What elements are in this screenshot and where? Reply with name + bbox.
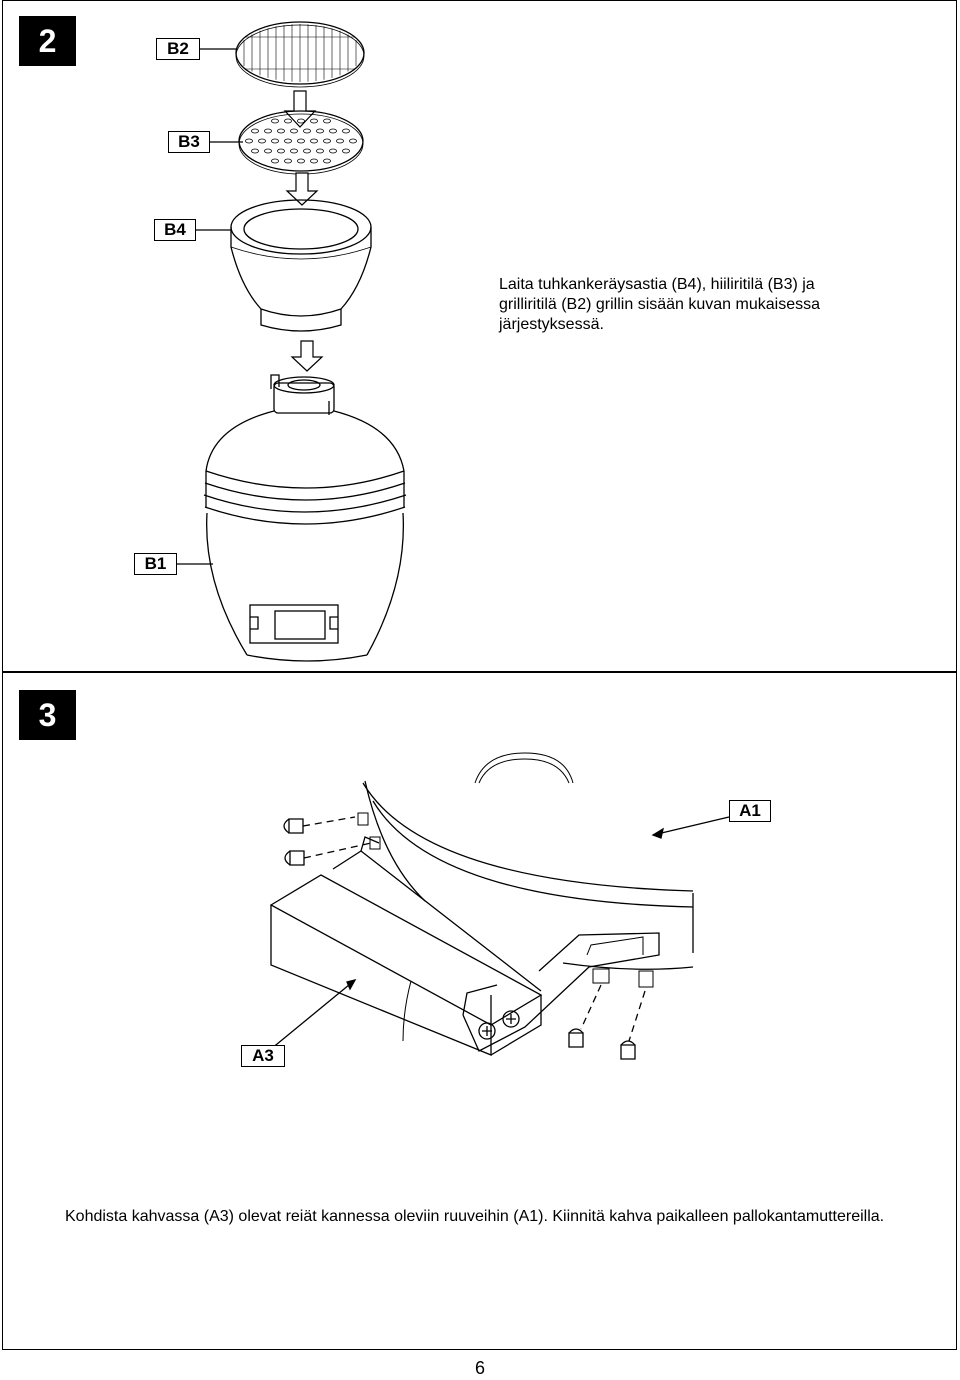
step-3-illustration <box>3 673 958 1351</box>
label-a3: A3 <box>241 1045 285 1067</box>
cap-nuts-lower <box>569 969 653 1059</box>
label-b4: B4 <box>154 219 196 241</box>
label-b1: B1 <box>134 553 177 575</box>
grill-body-drawing <box>204 375 406 661</box>
step-2-instruction: Laita tuhkankeräysastia (B4), hiiliritilä (B3) ja grilliritilä (B2) grillin sisään kuvan mukaisessa järjestyksessä. <box>499 276 820 333</box>
step-3-instruction: Kohdista kahvassa (A3) olevat reiät kannessa oleviin ruuveihin (A1). Kiinnitä kahva paikalleen pallokantamuttereilla. <box>65 1208 885 1225</box>
page-number: 6 <box>474 1358 485 1378</box>
step-3-panel <box>2 672 957 1350</box>
step-2-panel <box>2 0 957 672</box>
ash-pan-drawing <box>231 200 371 331</box>
grill-grate-drawing <box>236 22 364 87</box>
cap-nuts-upper <box>284 813 380 865</box>
step-3-number: 3 <box>19 690 76 740</box>
label-b2: B2 <box>156 38 200 60</box>
label-b3: B3 <box>168 131 210 153</box>
step-2-number: 2 <box>19 16 76 66</box>
handle-drawing <box>271 837 659 1055</box>
label-a1: A1 <box>729 800 771 822</box>
